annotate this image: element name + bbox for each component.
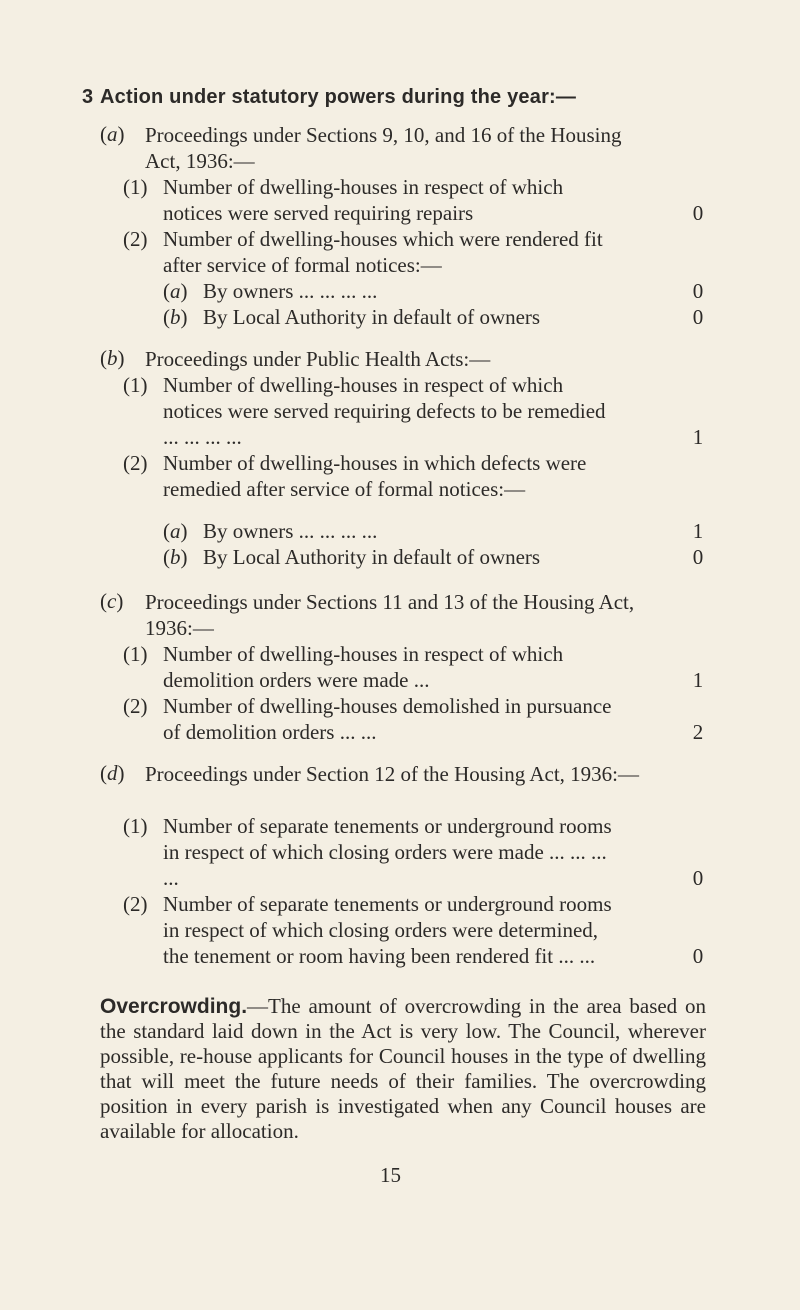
item-value: 2 [692,720,704,744]
item-value: 0 [692,305,704,329]
item-value: 1 [692,425,704,449]
item-number: (1) [123,814,148,838]
item-value: 1 [692,668,704,692]
item-text: Number of separate tenements or underground rooms in respect of which closing orders were determined, the tenement or room having been rendered fit ... ... [163,892,612,968]
item-text: Number of dwelling-houses in which defects were remedied after service of formal notices:— [163,451,587,501]
item-text: Number of separate tenements or underground rooms in respect of which closing orders were made ... ... ... ... [163,814,612,890]
section-title: Proceedings under Sections 9, 10, and 16 of the Housing Act, 1936:— [145,123,622,173]
sub-text: By Local Authority in default of owners [203,545,541,569]
overcrowding-text: —The amount of overcrowding in the area based on the standard laid down in the Act is very low. The Council, wherever possible, re-house applicants for Council houses in the type of dwelling that will meet the future needs of their families. The overcrowding position in every parish is investigated when any Council houses are available for allocation. [100,994,706,1143]
section-heading [82,86,577,109]
item-value: 0 [692,944,704,968]
section-letter: (a) [100,122,125,146]
item-text: Number of dwelling-houses in respect of which notices were served requiring defects to be remedied ... ... ... ... [163,373,606,449]
item-number: (1) [123,642,148,666]
heading-number: 3 [82,86,94,108]
sub-letter: (a) [163,519,188,543]
sub-letter: (a) [163,279,188,303]
item-text: Number of dwelling-houses which were rendered fit after service of formal notices:— [163,227,603,277]
sub-text: By owners ... ... ... ... [203,519,378,543]
section-letter: (b) [100,346,125,370]
overcrowding-paragraph [100,994,706,1144]
sub-letter: (b) [163,545,188,569]
item-number: (2) [123,227,148,251]
item-number: (2) [123,694,148,718]
section-letter: (c) [100,589,124,613]
section-title: Proceedings under Sections 11 and 13 of the Housing Act, 1936:— [145,590,635,640]
item-text: Number of dwelling-houses in respect of which demolition orders were made ... [163,642,564,692]
item-text: Number of dwelling-houses in respect of which notices were served requiring repairs [163,175,564,225]
sub-text: By Local Authority in default of owners [203,305,541,329]
item-value: 0 [692,545,704,569]
item-value: 0 [692,279,704,303]
heading-text: Action under statutory powers during the year:— [100,86,577,108]
overcrowding-label: Overcrowding. [100,995,248,1018]
section-letter: (d) [100,761,125,785]
item-text: Number of dwelling-houses demolished in pursuance of demolition orders ... ... [163,694,612,744]
item-number: (2) [123,451,148,475]
item-number: (2) [123,892,148,916]
item-number: (1) [123,175,148,199]
item-value: 0 [692,201,704,225]
sub-letter: (b) [163,305,188,329]
page-number: 15 [380,1163,401,1187]
section-title: Proceedings under Section 12 of the Housing Act, 1936:— [145,762,640,786]
item-value: 0 [692,866,704,890]
item-number: (1) [123,373,148,397]
sub-text: By owners ... ... ... ... [203,279,378,303]
section-title: Proceedings under Public Health Acts:— [145,347,491,371]
item-value: 1 [692,519,704,543]
